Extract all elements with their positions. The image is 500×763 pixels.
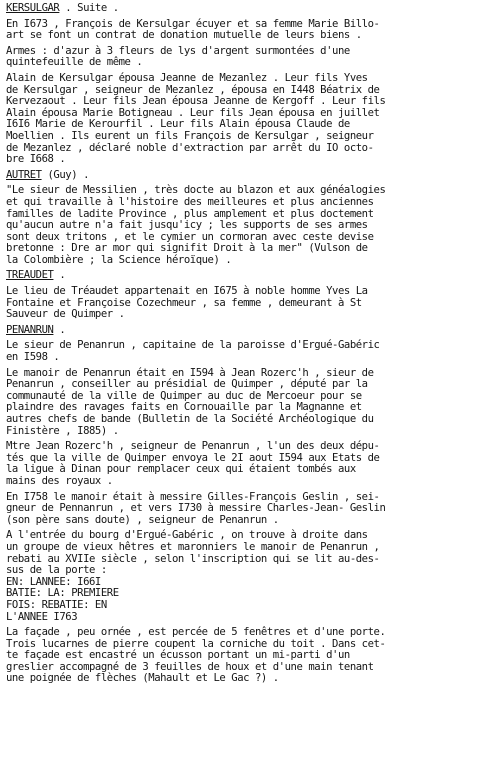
heading-name: PENANRUN — [6, 323, 54, 336]
text-line: et qui travaille à l'histoire des meilleures et plus anciennes — [6, 195, 374, 208]
text-line: te façade est encastré un écusson portant un mi-parti d'un — [6, 649, 350, 662]
text-line: Trois lucarnes de pierre coupent la corniche du toit . Dans cet- — [6, 637, 386, 650]
text-line: Mtre Jean Rozerc'h , seigneur de Penanrun , l'un des deux dépu- — [6, 440, 380, 453]
text-line: A l'entrée du bourg d'Ergué-Gabéric , on trouve à droite dans — [6, 529, 368, 542]
text-line: Fontaine et Françoise Cozechmeur , sa femme , demeurant à St — [6, 296, 362, 309]
text-line: tés que la ville de Quimper envoya le 2I aout I594 aux Etats de — [6, 451, 380, 464]
text-line: Finistère , I885) . — [6, 424, 119, 437]
text-line: bre I668 . — [6, 153, 66, 166]
section-heading: AUTRET (Guy) . — [6, 168, 90, 181]
text-line: gneur de Pennanrun , et vers I730 à messire Charles-Jean- Geslin — [6, 502, 386, 515]
section-heading: PENANRUN . — [6, 323, 66, 336]
text-line: Alain épousa Marie Botigneau . Leur fils Jean épousa en juillet — [6, 106, 380, 119]
text-line: EN: LANNEE: I66I — [6, 575, 101, 588]
text-line: Le manoir de Penanrun était en I594 à Jean Rozerc'h , sieur de — [6, 366, 374, 379]
text-line: art se font un contrat de donation mutuelle de leurs biens . — [6, 29, 362, 42]
text-line: un groupe de vieux hêtres et maronniers le manoir de Penanrun , — [6, 540, 380, 553]
text-line: L'ANNEE I763 — [6, 610, 78, 623]
text-line: Le lieu de Tréaudet appartenait en I675 à noble homme Yves La — [6, 285, 368, 298]
text-line: I6I6 Marie de Kerourfil . Leur fils Alain épousa Claude de — [6, 118, 350, 131]
text-line: Kervezaout . Leur fils Jean épousa Jeanne de Kergoff . Leur fils — [6, 95, 386, 108]
text-line: la Colombière ; la Science héroïque) . — [6, 253, 232, 266]
text-line: en I598 . — [6, 351, 60, 364]
heading-name: TREAUDET — [6, 269, 54, 282]
text-line: Armes : d'azur à 3 fleurs de lys d'argent surmontées d'une — [6, 44, 350, 57]
text-line: communauté de la ville de Quimper au duc de Mercoeur pour se — [6, 389, 362, 402]
text-line: Le sieur de Penanrun , capitaine de la paroisse d'Ergué-Gabéric — [6, 339, 380, 352]
text-line: quintefeuille de même . — [6, 56, 143, 69]
text-line: Alain de Kersulgar épousa Jeanne de Mezanlez . Leur fils Yves — [6, 71, 368, 84]
text-line: En I758 le manoir était à messire Gilles-François Geslin , sei- — [6, 490, 380, 503]
text-line: sus de la porte : — [6, 564, 107, 577]
text-line: de Kersulgar , seigneur de Mezanlez , épousa en I448 Béatrix de — [6, 83, 380, 96]
text-line: "Le sieur de Messilien , très docte au blazon et aux généalogies — [6, 184, 386, 197]
text-line: (son père sans doute) , seigneur de Penanrun . — [6, 513, 279, 526]
text-line: BATIE: LA: PREMIERE — [6, 587, 119, 600]
heading-name: AUTRET — [6, 168, 42, 181]
text-line: FOIS: REBATIE: EN — [6, 598, 107, 611]
section-heading: KERSULGAR . Suite . — [6, 2, 119, 14]
text-line: Moellien . Ils eurent un fils François de Kersulgar , seigneur — [6, 129, 374, 142]
text-line: Penanrun , conseiller au présidial de Quimper , député par la — [6, 378, 368, 391]
text-line: la ligue à Dinan pour remplacer ceux qui étaient tombés aux — [6, 463, 356, 476]
heading-name: KERSULGAR — [6, 2, 60, 14]
text-line: qu'aucun autre n'a fait jusqu'icy ; les supports de ses armes — [6, 219, 368, 232]
text-line: mains des royaux . — [6, 474, 113, 487]
text-line: une poignée de flèches (Mahault et Le Gac ?) . — [6, 672, 279, 685]
text-line: Sauveur de Quimper . — [6, 308, 125, 321]
text-line: autres chefs de bande (Bulletin de la Société Archéologique du — [6, 413, 374, 425]
text-line: rebati au XVIIe siècle , selon l'inscription qui se lit au-des- — [6, 552, 380, 565]
text-line: greslier accompagné de 3 feuilles de houx et d'une main tenant — [6, 660, 374, 673]
text-line: plaindre des ravages faits en Cornouaille par la Magnanne et — [6, 401, 362, 414]
text-line: familles de ladite Province , plus amplement et plus doctement — [6, 207, 374, 220]
text-line: En I673 , François de Kersulgar écuyer et sa femme Marie Billo- — [6, 17, 380, 30]
text-line: de Mezanlez , déclaré noble d'extraction par arrêt du IO octo- — [6, 141, 374, 154]
text-line: sont deux tritons , et le cymier un cormoran avec ceste devise — [6, 230, 374, 243]
text-line: bretonne : Dre ar mor qui signifit Droit à la mer" (Vulson de — [6, 242, 368, 255]
text-line: La façade , peu ornée , est percée de 5 fenêtres et d'une porte. — [6, 626, 386, 639]
section-heading: TREAUDET . — [6, 269, 66, 282]
